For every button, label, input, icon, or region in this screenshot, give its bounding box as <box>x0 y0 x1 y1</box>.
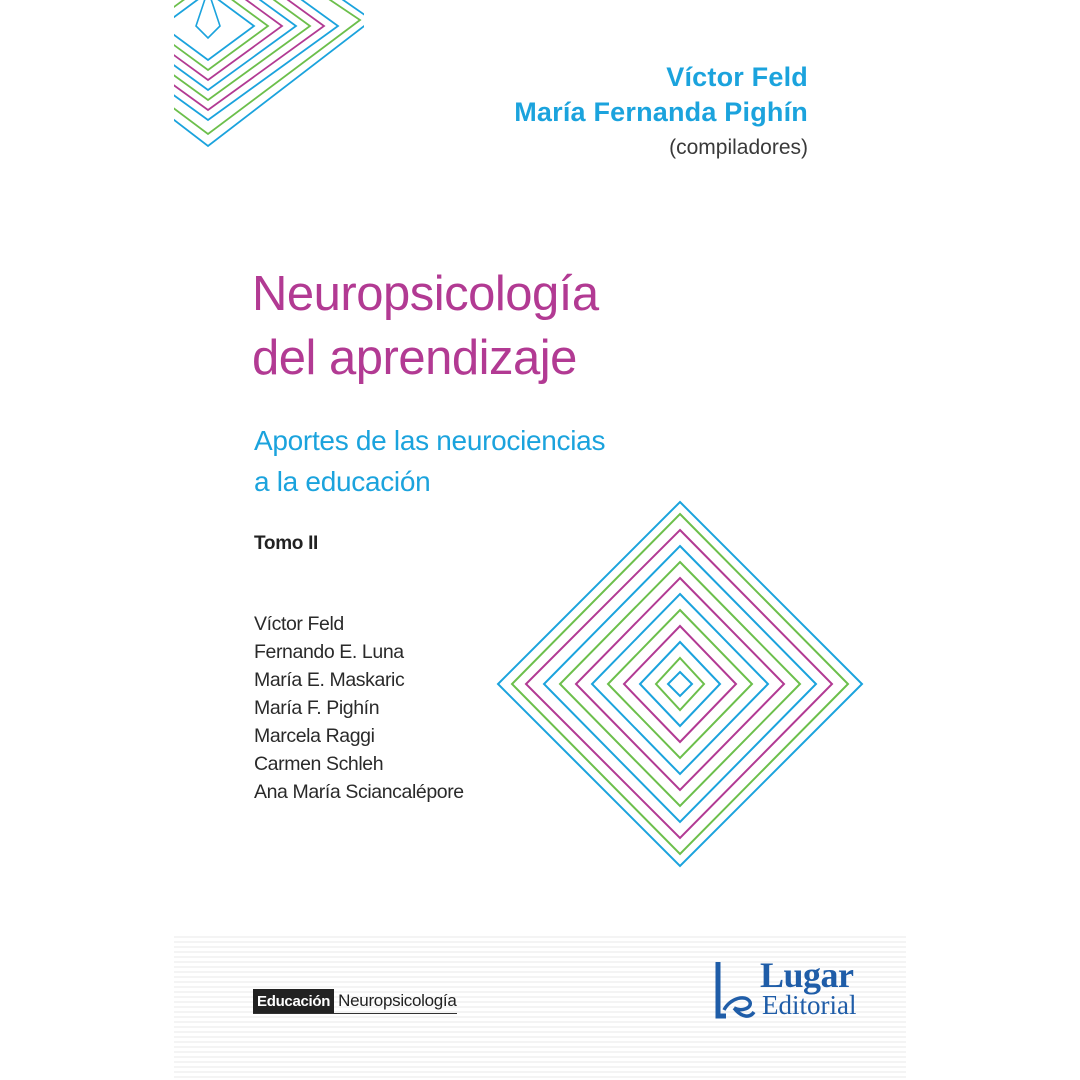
publisher-mark-icon <box>712 958 756 1022</box>
compiler-name: Víctor Feld <box>666 62 808 92</box>
author-name: María E. Maskaric <box>254 669 405 691</box>
author-name: Carmen Schleh <box>254 753 384 775</box>
book-subtitle-line: Aportes de las neurociencias <box>254 425 606 456</box>
book-title-line: del aprendizaje <box>252 331 577 385</box>
publisher-name: Lugar <box>760 955 854 995</box>
book-title <box>252 262 599 390</box>
diamond-pattern-center <box>496 500 866 870</box>
book-subtitle-line: a la educación <box>254 466 431 497</box>
author-name: Fernando E. Luna <box>254 641 404 663</box>
compilers-role: (compiladores) <box>669 136 808 159</box>
book-subtitle <box>254 420 605 502</box>
series-label <box>253 989 457 1014</box>
volume-label: Tomo II <box>254 533 319 554</box>
series-name: Neuropsicología <box>338 991 457 1010</box>
author-name: Ana María Sciancalépore <box>254 781 464 803</box>
publisher-name-secondary: Editorial <box>762 990 857 1020</box>
author-name: Marcela Raggi <box>254 725 375 747</box>
compilers-block <box>388 60 808 164</box>
diamond-pattern-top <box>174 0 364 180</box>
publisher-logo <box>712 956 882 1022</box>
author-name: Víctor Feld <box>254 613 344 635</box>
compiler-name: María Fernanda Pighín <box>514 97 808 127</box>
author-list <box>254 610 464 806</box>
book-title-line: Neuropsicología <box>252 267 599 321</box>
author-name: María F. Pighín <box>254 697 380 719</box>
series-category: Educación <box>253 989 334 1013</box>
